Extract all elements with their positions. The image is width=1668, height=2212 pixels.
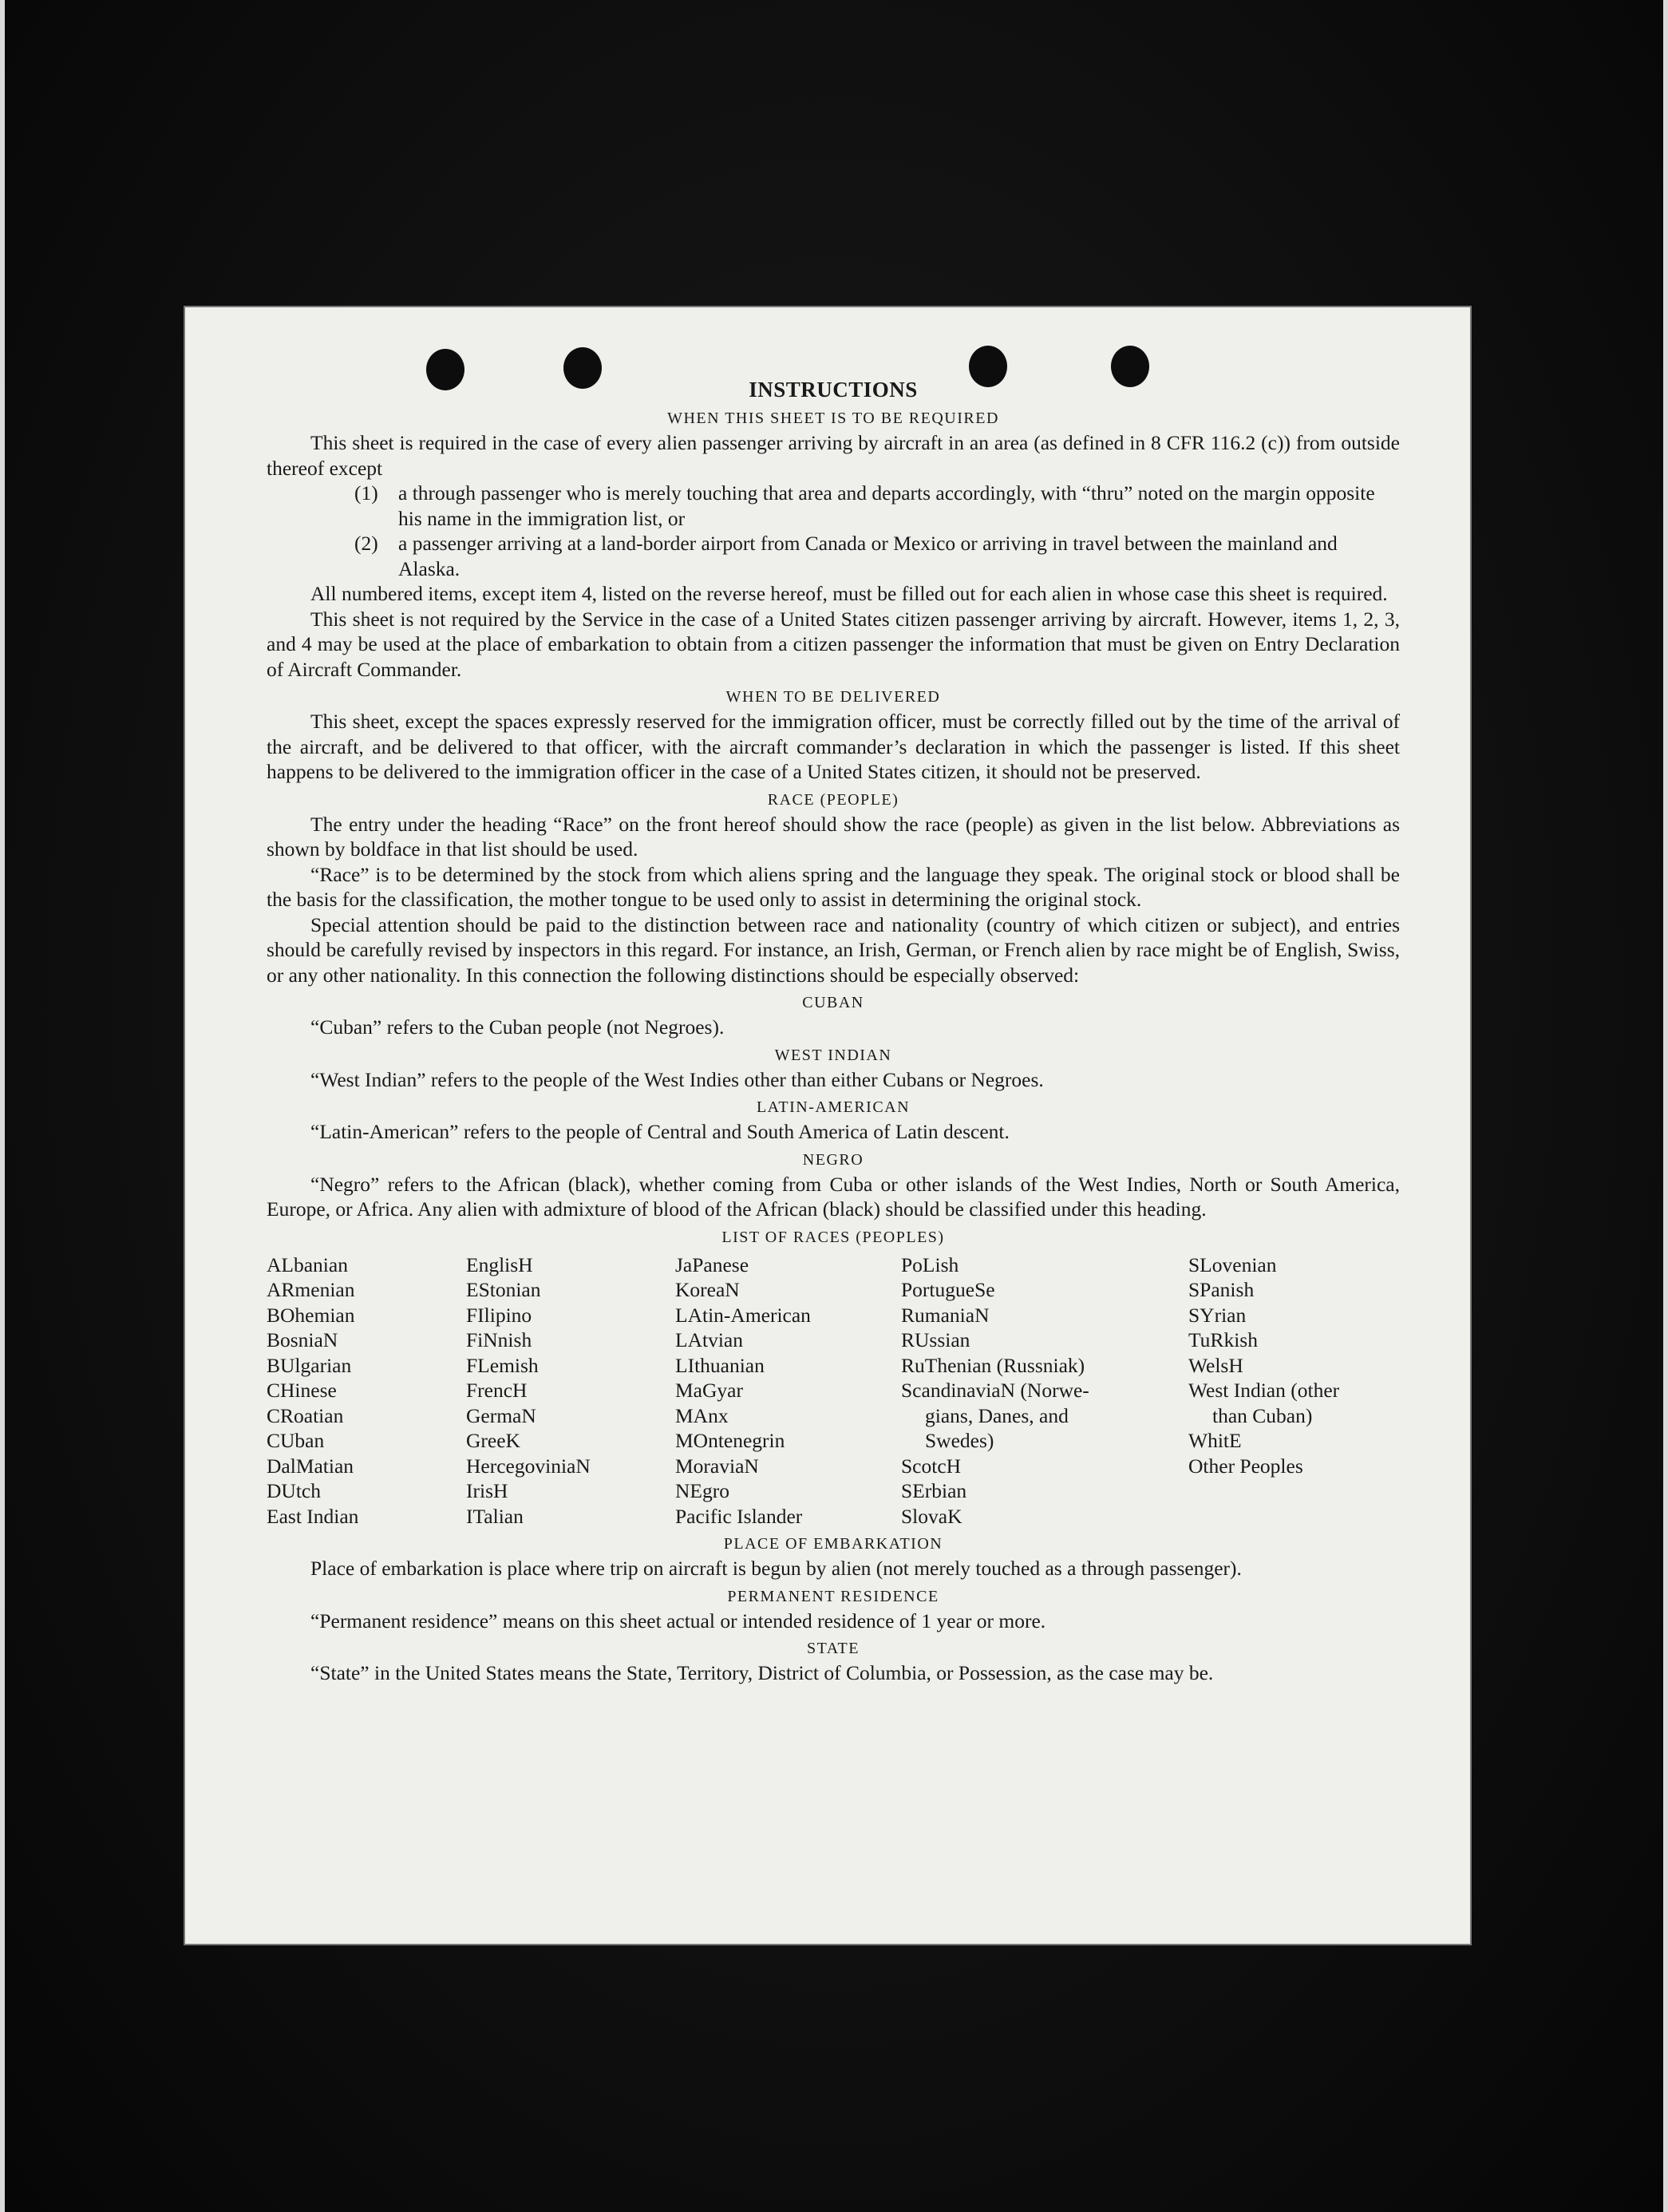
- race-entry: than Cuban): [1212, 1403, 1313, 1427]
- section-title-residence: PERMANENT RESIDENCE: [727, 1587, 939, 1605]
- race-entry: DUtch: [267, 1479, 321, 1502]
- section-title-west-indian: WEST INDIAN: [774, 1046, 892, 1064]
- race-entry: EnglisH: [466, 1252, 533, 1276]
- paragraph: This sheet is required in the case of every alien passenger arriving by aircraft in an area (as defined in 8 CFR 116.2 (c)) from outside thereof except: [267, 431, 1400, 480]
- race-entry: MOntenegrin: [675, 1429, 785, 1452]
- race-entry: PoLish: [901, 1252, 959, 1276]
- paragraph: “Race” is to be determined by the stock from which aliens spring and the language they speak. The original stock or blood shall be the basis for the classification, the mother tongue to be used only to assist in determining the original stock.: [267, 862, 1400, 911]
- race-entry: FIlipino: [466, 1303, 532, 1327]
- section-title-delivered: WHEN TO BE DELIVERED: [725, 688, 941, 706]
- film-edge-right: [1663, 0, 1668, 2212]
- race-entry: CRoatian: [267, 1403, 344, 1427]
- paragraph: “West Indian” refers to the people of the West Indies other than either Cubans or Negroes.: [310, 1067, 1044, 1091]
- race-entry: NEgro: [675, 1479, 729, 1502]
- race-entry: FiNnish: [466, 1328, 532, 1351]
- race-entry: gians, Danes, and: [925, 1403, 1069, 1427]
- race-entry: FrencH: [466, 1379, 528, 1402]
- races-table: [267, 1252, 1400, 1529]
- paragraph: “Permanent residence” means on this sheet actual or intended residence of 1 year or more.: [310, 1609, 1046, 1632]
- item-number: (1): [354, 481, 378, 505]
- race-entry: MAnx: [675, 1403, 729, 1427]
- race-entry: West Indian (other: [1188, 1379, 1340, 1402]
- race-entry: WhitE: [1188, 1429, 1242, 1452]
- races-column: [675, 1252, 901, 1529]
- race-entry: PortugueSe: [901, 1278, 995, 1301]
- race-entry: SPanish: [1188, 1278, 1255, 1301]
- paragraph: All numbered items, except item 4, listed on the reverse hereof, must be filled out for each alien in whose case this sheet is required.: [310, 582, 1388, 605]
- race-entry: SYrian: [1188, 1303, 1247, 1327]
- race-entry: SlovaK: [901, 1504, 962, 1528]
- races-column: [1188, 1252, 1396, 1529]
- section-title-state: STATE: [807, 1640, 860, 1657]
- instructions-content: [267, 376, 1400, 1686]
- race-entry: ScandinaviaN (Norwe-: [901, 1379, 1089, 1402]
- race-entry: Swedes): [925, 1429, 994, 1452]
- paragraph: “Negro” refers to the African (black), whether coming from Cuba or other islands of the West Indies, North or South America, Europe, or Africa. Any alien with admixture of blood of the African (black) should be classified under this heading.: [267, 1172, 1400, 1221]
- section-title-cuban: CUBAN: [802, 994, 864, 1011]
- race-entry: WelsH: [1188, 1353, 1243, 1377]
- document-page: [185, 307, 1470, 1944]
- race-entry: BOhemian: [267, 1303, 355, 1327]
- race-entry: ITalian: [466, 1504, 524, 1528]
- list-item: [267, 531, 1400, 581]
- film-edge-left: [0, 0, 5, 2212]
- section-title-required: WHEN THIS SHEET IS TO BE REQUIRED: [667, 410, 999, 427]
- race-entry: JaPanese: [675, 1252, 749, 1276]
- race-entry: East Indian: [267, 1504, 359, 1528]
- paragraph: This sheet is not required by the Service in the case of a United States citizen passenger arriving by aircraft. However, items 1, 2, 3, and 4 may be used at the place of embarkation to obtain from a citizen passenger the information that must be given on Entry Declaration of Aircraft Commander.: [267, 607, 1400, 681]
- item-number: (2): [354, 532, 378, 555]
- race-entry: IrisH: [466, 1479, 508, 1502]
- section-title-latin-american: LATIN-AMERICAN: [756, 1098, 911, 1116]
- section-title-race: RACE (PEOPLE): [767, 790, 899, 809]
- race-entry: RuThenian (Russniak): [901, 1353, 1085, 1377]
- race-entry: CHinese: [267, 1379, 337, 1402]
- race-entry: KoreaN: [675, 1278, 740, 1301]
- item-text: a through passenger who is merely touching that area and departs accordingly, with “thru” noted on the margin opposite his name in the immigration list, or: [398, 481, 1375, 530]
- section-title-list-of-races: LIST OF RACES (PEOPLES): [721, 1228, 945, 1246]
- race-entry: Other Peoples: [1188, 1454, 1303, 1478]
- race-entry: TuRkish: [1188, 1328, 1258, 1351]
- paragraph: Place of embarkation is place where trip on aircraft is begun by alien (not merely touched as a through passenger).: [310, 1557, 1242, 1580]
- race-entry: Pacific Islander: [675, 1504, 803, 1528]
- races-column: [466, 1252, 675, 1529]
- race-entry: MaGyar: [675, 1379, 743, 1402]
- race-entry: ScotcH: [901, 1454, 962, 1478]
- race-entry: LIthuanian: [675, 1353, 765, 1377]
- paragraph: “State” in the United States means the State, Territory, District of Columbia, or Possession, as the case may be.: [310, 1661, 1214, 1684]
- races-column: [901, 1252, 1188, 1529]
- race-entry: ALbanian: [267, 1252, 348, 1276]
- race-entry: GreeK: [466, 1429, 520, 1452]
- race-entry: MoraviaN: [675, 1454, 759, 1478]
- race-entry: SErbian: [901, 1479, 967, 1502]
- race-entry: RUssian: [901, 1328, 970, 1351]
- race-entry: HercegoviniaN: [466, 1454, 591, 1478]
- paragraph: The entry under the heading “Race” on the front hereof should show the race (people) as given in the list below. Abbreviations as shown by boldface in that list should be used.: [267, 812, 1400, 861]
- race-entry: GermaN: [466, 1403, 536, 1427]
- race-entry: FLemish: [466, 1353, 539, 1377]
- race-entry: BUlgarian: [267, 1353, 352, 1377]
- paragraph: “Cuban” refers to the Cuban people (not Negroes).: [310, 1015, 725, 1039]
- paragraph: Special attention should be paid to the distinction between race and nationality (country of which citizen or subject), and entries should be carefully revised by inspectors in this regard. For instance, an Irish, German, or French alien by race might be of English, Swiss, or any other nationality. In this connection the following distinctions should be especially observed:: [267, 912, 1400, 987]
- race-entry: EStonian: [466, 1278, 541, 1301]
- races-column: [267, 1252, 466, 1529]
- race-entry: LAtin-American: [675, 1303, 811, 1327]
- paragraph: This sheet, except the spaces expressly reserved for the immigration officer, must be correctly filled out by the time of the arrival of the aircraft, and be delivered to that officer, with the aircraft commander’s declaration in which the passenger is listed. If this sheet happens to be delivered to the immigration officer in the case of a United States citizen, it should not be preserved.: [267, 710, 1400, 783]
- item-text: a passenger arriving at a land-border airport from Canada or Mexico or arriving in travel between the mainland and Alaska.: [398, 532, 1338, 580]
- race-entry: CUban: [267, 1429, 325, 1452]
- race-entry: DalMatian: [267, 1454, 354, 1478]
- section-title-embarkation: PLACE OF EMBARKATION: [723, 1535, 943, 1553]
- race-entry: LAtvian: [675, 1328, 743, 1351]
- race-entry: SLovenian: [1188, 1252, 1277, 1276]
- section-title-negro: NEGRO: [802, 1150, 864, 1169]
- page-title: INSTRUCTIONS: [749, 378, 918, 402]
- paragraph: “Latin-American” refers to the people of Central and South America of Latin descent.: [310, 1120, 1010, 1143]
- race-entry: ARmenian: [267, 1278, 355, 1301]
- race-entry: BosniaN: [267, 1328, 338, 1351]
- race-entry: RumaniaN: [901, 1303, 990, 1327]
- list-item: [267, 481, 1400, 531]
